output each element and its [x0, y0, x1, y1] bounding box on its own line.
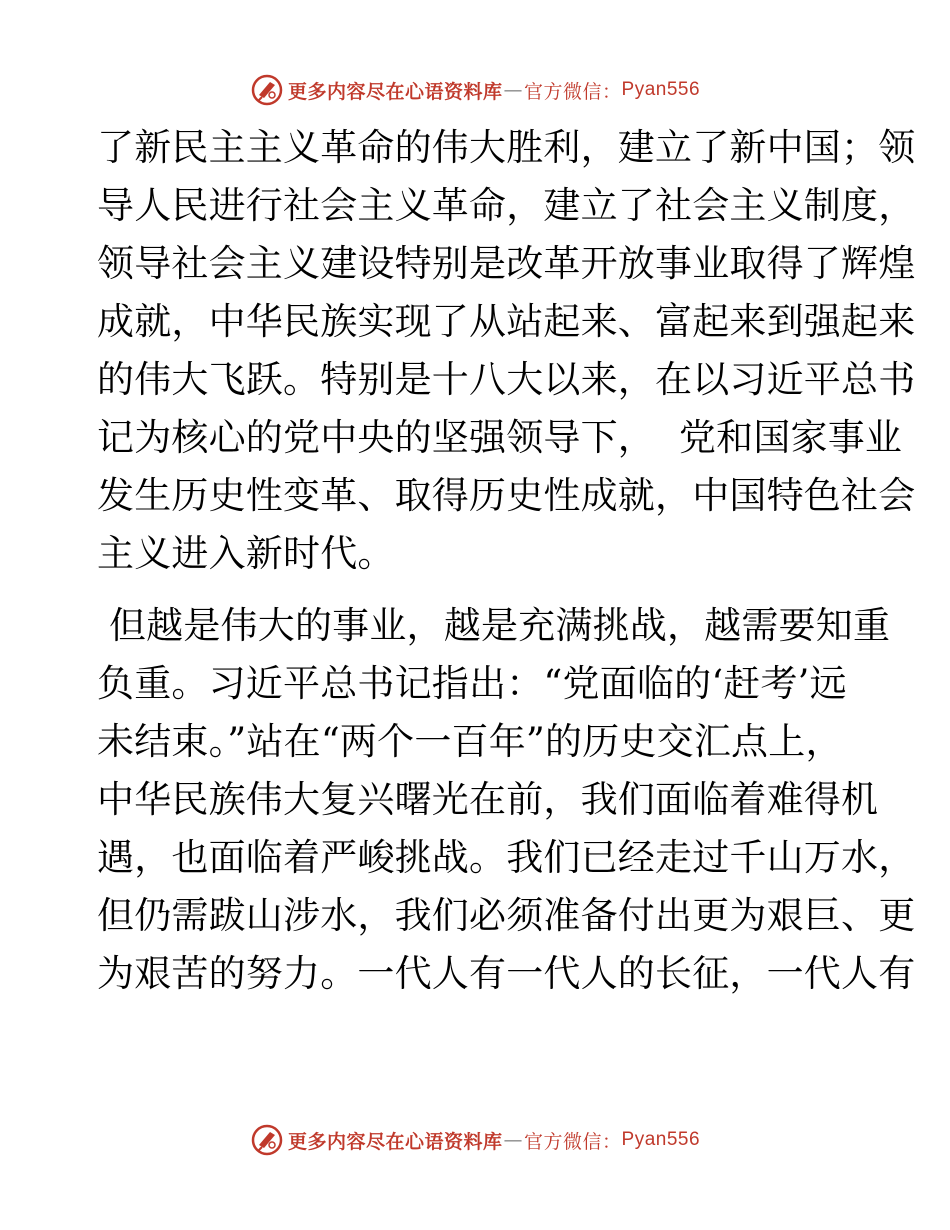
logo-icon — [250, 73, 284, 107]
text-line: 导人民进行社会主义革命，建立了社会主义制度， — [97, 184, 916, 227]
banner-dash: — — [503, 79, 523, 101]
footer-banner — [0, 1120, 950, 1160]
banner-wechat-label: 官方微信 — [523, 80, 602, 103]
text-line: 成就，中华民族实现了从站起来、富起来到强起来 — [97, 300, 916, 343]
banner-text: 更多内容尽在心语资料库 — [287, 1130, 503, 1153]
text-line: 发生历史性变革、取得历史性成就，中国特色社会 — [97, 474, 916, 517]
document-body — [97, 119, 916, 1003]
text-line: 领导社会主义建设特别是改革开放事业取得了辉煌 — [97, 242, 916, 285]
banner-colon: ： — [602, 80, 622, 103]
banner-colon: ： — [602, 1130, 622, 1153]
paragraph — [97, 597, 916, 1003]
text-line: 但仍需跋山涉水，我们必须准备付出更为艰巨、更 — [97, 894, 916, 937]
paragraph-gap — [97, 583, 857, 597]
text-line: 但越是伟大的事业，越是充满挑战，越需要知重 — [97, 604, 891, 647]
banner-wechat-id: Pyan556 — [621, 79, 701, 100]
text-line: 了新民主主义革命的伟大胜利，建立了新中国；领 — [97, 126, 916, 169]
text-line: 未结束。”站在“两个一百年”的历史交汇点上， — [97, 720, 843, 763]
text-line: 为艰苦的努力。一代人有一代人的长征，一代人有 — [97, 952, 916, 995]
banner-dash: — — [503, 1129, 523, 1151]
paragraph — [97, 119, 916, 583]
header-banner — [0, 70, 950, 110]
banner-wechat-label: 官方微信 — [523, 1130, 602, 1153]
text-line: 的伟大飞跃。特别是十八大以来，在以习近平总书 — [97, 358, 916, 401]
text-line: 中华民族伟大复兴曙光在前，我们面临着难得机 — [97, 778, 879, 821]
text-line: 遇，也面临着严峻挑战。我们已经走过千山万水， — [97, 836, 916, 879]
banner-text: 更多内容尽在心语资料库 — [287, 80, 503, 103]
logo-icon — [250, 1123, 284, 1157]
text-line: 负重。习近平总书记指出：“党面临的‘赶考’远 — [97, 662, 847, 705]
text-line: 记为核心的党中央的坚强领导下， 党和国家事业 — [97, 416, 903, 459]
banner-wechat-id: Pyan556 — [621, 1129, 701, 1150]
text-line: 主义进入新时代。 — [97, 532, 395, 575]
